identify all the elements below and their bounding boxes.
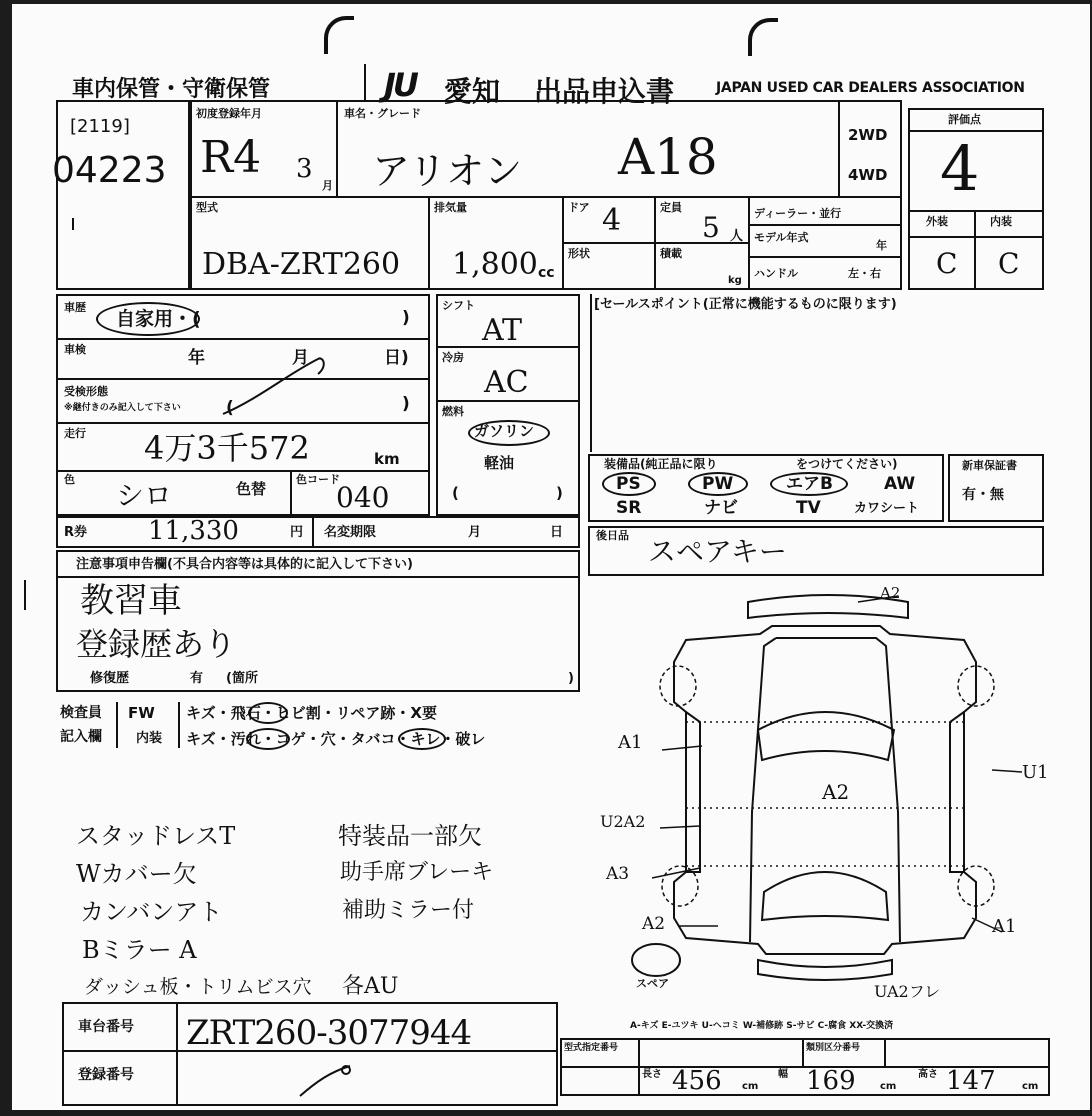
burn-circle	[398, 728, 446, 750]
equipment-label-2: をつけてください)	[796, 457, 898, 471]
drive-2wd: 2WD	[848, 126, 888, 144]
registration-year: R4	[200, 132, 262, 183]
remark-6: 特装品一部欠	[338, 822, 482, 850]
inspector-label-2: 記入欄	[60, 729, 102, 745]
history-close: )	[402, 308, 410, 328]
reg-number-strike	[296, 1060, 356, 1100]
car-grade: A18	[618, 128, 718, 186]
sales-point-label: [セールスポイント(正常に機能するものに限ります)	[594, 297, 897, 312]
model-label: 型式	[196, 201, 218, 214]
receive-close: )	[402, 394, 410, 414]
form-box-1-label: 型式指定番号	[564, 1043, 619, 1053]
inspector-label-1: 検査員	[60, 705, 102, 721]
model-year-label: モデル年式	[754, 231, 809, 244]
equip-airbag: エアB	[786, 474, 833, 494]
color-code: 040	[336, 481, 390, 514]
interior-score: C	[998, 247, 1020, 280]
damage-legend: A-キズ E-ユツキ U-ヘコミ W-補修跡 S-サビ C-腐食 XX-交換済	[630, 1021, 894, 1031]
branch-name: 愛知	[444, 75, 501, 108]
fuel-alt: 軽油	[484, 454, 515, 472]
lot-code: [2119]	[70, 116, 130, 137]
chassis-number: ZRT260-3077944	[186, 1013, 472, 1053]
capacity-unit: 人	[730, 229, 744, 244]
equip-tv: TV	[796, 498, 821, 518]
accessories-value: スペアキー	[648, 535, 787, 568]
width-value: 169	[806, 1066, 856, 1096]
storage-heading: 車内保管・守衛保管	[72, 77, 271, 102]
capacity-value: 5	[702, 211, 720, 244]
displacement-label: 排気量	[434, 201, 467, 214]
length-value: 456	[672, 1066, 722, 1096]
doors-value: 4	[602, 203, 622, 238]
remark-3: カンバンアト	[80, 898, 223, 926]
equip-sr: SR	[616, 498, 642, 518]
equip-pw: PW	[702, 474, 734, 494]
interior-items: キズ・汚れ・コゲ・穴・タバコ・キレ・破レ	[186, 730, 486, 748]
spare-label: スペア	[636, 977, 669, 990]
diagram-left4-mark: A2	[642, 914, 666, 934]
registration-month-unit: 月	[322, 179, 333, 192]
diagram-top-mark: A2	[880, 584, 901, 602]
model-code: DBA-ZRT260	[202, 247, 401, 282]
header-divider	[364, 64, 366, 102]
shift-label: シフト	[442, 299, 475, 312]
fuel-open: (	[452, 484, 459, 502]
shaken-month: 月	[292, 348, 309, 368]
recycle-label: R券	[64, 525, 88, 540]
remark-7: 助手席ブレーキ	[340, 860, 494, 885]
car-name: アリオン	[372, 149, 523, 193]
score-label: 評価点	[948, 113, 981, 126]
binder-hole-right	[748, 18, 778, 56]
fuel-close: )	[556, 484, 563, 502]
shape-label: 形状	[568, 247, 590, 260]
interior-items-label: 内装	[136, 731, 163, 746]
shaken-year: 年	[188, 348, 205, 368]
name-change-month: 月	[468, 525, 482, 540]
ac-label: 冷房	[442, 351, 464, 364]
registration-label: 初度登録年月	[196, 107, 262, 120]
remark-9: 各AU	[342, 974, 399, 999]
registration-month: 3	[296, 154, 313, 184]
load-label: 積載	[660, 247, 682, 260]
equip-navi: ナビ	[704, 498, 738, 518]
drive-4wd: 4WD	[848, 166, 888, 184]
recycle-box	[56, 516, 580, 548]
document-title: 出品申込書	[534, 75, 675, 108]
name-change-label: 名変期限	[324, 525, 377, 540]
receive-label: 受検形態	[64, 385, 108, 398]
color-value: シロ	[116, 479, 173, 512]
recycle-unit: 円	[290, 525, 304, 540]
equip-aw: AW	[884, 474, 916, 494]
diagram-center-mark: A2	[822, 780, 850, 804]
remark-4: Bミラー A	[82, 936, 197, 964]
stain-circle	[246, 728, 290, 750]
mileage-unit: km	[374, 450, 400, 468]
reg-number-label: 登録番号	[78, 1067, 134, 1083]
shaken-label: 車検	[64, 343, 86, 356]
history-value: 自家用・(	[116, 308, 201, 330]
car-name-label: 車名・グレード	[344, 107, 421, 120]
model-year-unit: 年	[876, 239, 887, 252]
fuel-label: 燃料	[442, 405, 464, 418]
displacement-value: 1,800	[452, 247, 538, 282]
equip-ps: PS	[616, 474, 641, 494]
association-name: JAPAN USED CAR DEALERS ASSOCIATION	[716, 80, 1025, 96]
repair-part: (箇所	[226, 671, 258, 686]
binder-hole-left	[324, 16, 354, 54]
shift-value: AT	[482, 313, 523, 348]
exterior-label: 外装	[926, 215, 948, 228]
fuel-value: ガソリン	[474, 422, 535, 440]
ac-value: AC	[484, 365, 529, 400]
remark-1: スタッドレスT	[76, 822, 236, 850]
lot-number: 04223	[52, 150, 167, 191]
width-unit: cm	[880, 1081, 897, 1092]
height-value: 147	[946, 1066, 996, 1096]
chip-circle	[248, 702, 288, 724]
color-change: 色替	[236, 480, 267, 498]
receive-note: ※継付きのみ記入して下さい	[64, 403, 181, 413]
mileage-value: 4万3千572	[144, 429, 310, 467]
warranty-label: 新車保証書	[962, 459, 1017, 472]
mileage-label: 走行	[64, 427, 86, 440]
repair-close: )	[568, 671, 574, 686]
sales-point-box	[590, 294, 1048, 452]
interior-label: 内装	[990, 215, 1012, 228]
diagram-right1-mark: U1	[1022, 762, 1049, 783]
load-unit: kg	[728, 275, 742, 286]
repair-label: 修復歴	[90, 671, 130, 686]
auction-sheet	[12, 4, 1090, 1110]
diagram-left1-mark: A1	[618, 732, 643, 753]
diagram-bottom-note: UA2フレ	[874, 982, 941, 1001]
score-value: 4	[940, 132, 980, 205]
diagram-right2-mark: A1	[992, 916, 1017, 937]
shaken-day: 日)	[384, 348, 409, 368]
length-unit: cm	[742, 1081, 759, 1092]
name-change-day: 日	[550, 525, 564, 540]
recycle-value: 11,330	[148, 516, 239, 546]
height-unit: cm	[1022, 1081, 1039, 1092]
handle-options: 左・右	[848, 267, 881, 280]
exterior-score: C	[936, 247, 958, 280]
warranty-value: 有・無	[962, 487, 1004, 503]
width-label: 幅	[778, 1069, 788, 1080]
equip-leather: カワシート	[854, 501, 920, 516]
diagram-left2-mark: U2A2	[600, 812, 646, 831]
notes-line1: 教習車	[80, 581, 182, 621]
chassis-label: 車台番号	[78, 1019, 134, 1035]
height-label: 高さ	[918, 1069, 938, 1080]
shaken-strike	[218, 344, 338, 424]
remark-5: ダッシュ板・トリムビス穴	[84, 976, 312, 998]
ju-logo: JU	[384, 66, 416, 104]
accessories-label: 後日品	[596, 529, 629, 542]
equipment-label: 装備品(純正品に限り	[604, 457, 718, 471]
capacity-label: 定員	[660, 201, 682, 214]
notes-label: 注意事項申告欄(不具合内容等は具体的に記入して下さい)	[76, 557, 413, 572]
notes-line2: 登録歴あり	[76, 625, 237, 663]
receive-open: (	[226, 398, 234, 418]
displacement-unit: cc	[538, 265, 555, 281]
fw-label: FW	[128, 704, 155, 722]
doors-label: ドア	[568, 201, 590, 214]
lot-tick	[72, 218, 74, 230]
length-label: 長さ	[642, 1069, 662, 1080]
repair-value: 有	[190, 671, 204, 686]
history-label: 車歴	[64, 301, 86, 314]
color-code-label: 色コード	[296, 473, 340, 486]
color-label: 色	[64, 473, 75, 486]
fw-items: キズ・飛石・ヒビ割・リペア跡・X要	[186, 704, 437, 722]
handle-label: ハンドル	[754, 267, 798, 280]
remark-8: 補助ミラー付	[342, 898, 475, 923]
diagram-left3-mark: A3	[606, 864, 630, 884]
remark-2: Wカバー欠	[76, 860, 197, 888]
margin-mark	[24, 580, 26, 610]
form-box-2-label: 類別区分番号	[806, 1043, 861, 1053]
dealer-label: ディーラー・並行	[754, 207, 842, 220]
